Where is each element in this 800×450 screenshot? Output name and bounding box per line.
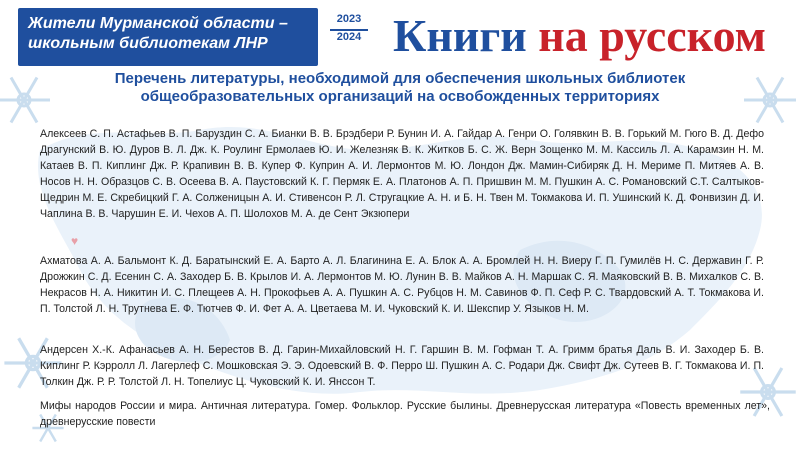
poetry-authors-list: Ахматова А. А. Бальмонт К. Д. Баратынский Е. А. Барто А. Л. Благинина Е. А. Блок А. А. Бромлей Н. Н. Виеру Г. П. Гумилёв Н. С. Державин Г. Р. Дрожжин С. Д. Есенин С. А. Заходер Б. В. Крылов И. А. Лермонтов М. Ю. Лунин В. В. Майков А. Н. Маршак С. Я. Маяковский В. В. Михалков С. В. Некрасов Н. А. Никитин И. С. Плещеев А. Н. Прокофьев А. А. Пушкин А. С. Рубцов Н. М. Савинов Ф. П. Сеф Р. С. Твардовский А. Т. Токмакова И. П. Толстой Л. Н. Трутнева Е. Ф. Тютчев Ф. И. Фет А. А. Цветаева М. И. Чуковский К. И. Шекспир У. Языков Н. М. — [40, 255, 764, 315]
year-range — [328, 12, 370, 44]
year-divider — [330, 29, 368, 31]
page-subtitle — [0, 70, 800, 106]
title-word-1: Книги — [393, 10, 527, 61]
heart-icon: ♥ — [71, 234, 79, 248]
subtitle-line-2: общеобразовательных организаций на освобожденных территориях — [140, 88, 660, 105]
page-title — [393, 8, 766, 64]
subtitle-line-1: Перечень литературы, необходимой для обеспечения школьных библиотек — [114, 70, 686, 87]
fairytale-authors-list: Андерсен Х.-К. Афанасьев А. Н. Берестов В. Д. Гарин-Михайловский Н. Г. Гаршин В. М. Гофман Т. А. Гримм братья Даль В. И. Заходер Б. В. Киплинг Р. Кэрролл Л. Лагерлеф С. Мошковская Э. Э. Одоевский В. Ф. Перро Ш. Пушкин А. С. Родари Дж. Свифт Дж. Сутеев В. Г. Токмакова И. П. Толкин Дж. Р. Р. Толстой Л. Н. Топелиус Ц. Чуковский К. И. Янссон Т. — [40, 344, 764, 388]
folklore-list: Мифы народов России и мира. Античная литература. Гомер. Фольклор. Русские былины. Древнерусская литература «Повесть временных лет», древнерусские повести — [40, 400, 770, 428]
header-banner-text — [28, 14, 328, 54]
year-bottom: 2024 — [336, 31, 362, 43]
banner-line-1: Жители Мурманской области – — [28, 15, 288, 32]
banner-line-2: школьным библиотекам ЛНР — [28, 35, 268, 52]
year-top: 2023 — [336, 13, 362, 25]
title-word-2: на русском — [538, 10, 767, 61]
prose-authors-list: Алексеев С. П. Астафьев В. П. Баруздин С. А. Бианки В. В. Брэдбери Р. Бунин И. А. Гайдар А. Генри О. Голявкин В. В. Горький М. Гюго В. Д. Дефо Драгунский В. Ю. Дуров В. Л. Дж. К. Роулинг Ермолаев Ю. И. Железняк В. К. Житков Б. С. Ж. Верн Зощенко М. М. Кассиль Л. А. Карамзин Н. М. Катаев В. П. Киплинг Дж. Р. Крапивин В. В. Купер Ф. Куприн А. И. Лермонтов М. Ю. Лондон Дж. Мамин-Сибиряк Д. Н. Мериме П. Митяев А. В. Носов Н. Н. Образцов С. В. Осеева В. А. Паустовский К. Г. Пермяк Е. А. Платонов А. П. Пришвин М. М. Пушкин А. С. Романовский С.Т. Салтыков-Щедрин М. Е. Скребицкий Г. А. Солженицын А. И. Стивенсон Р. Л. Стругацкие А. Н. и Б. Н. Твен М. Токмакова И. П. Ушинский К. Д. Фонвизин Д. И. Чаплина В. В. Чарушин Е. И. Чехов А. П. Шолохов М. А. де Сент Экзюпери — [40, 128, 764, 220]
